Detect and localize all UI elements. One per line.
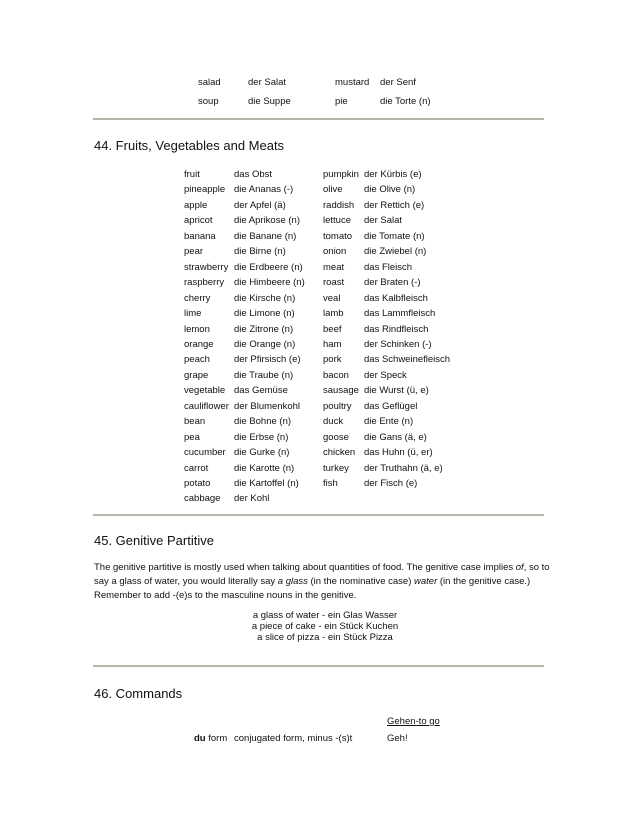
table-row [0,493,638,508]
table-row [0,96,638,111]
english-word: pie [335,96,348,107]
conjugation-rule: conjugated form, minus -(s)t [234,733,353,744]
german-word: der Senf [380,77,416,88]
table-row [0,246,638,261]
english-word: lime [184,308,202,319]
english-word: vegetable [184,385,226,397]
section-44-title: 44. Fruits, Vegetables and Meats [94,138,285,153]
table-row [0,293,638,308]
english-word: lettuce [323,215,351,227]
german-word: die Gurke (n) [234,447,290,459]
divider [93,665,544,667]
english-word: bacon [323,369,349,381]
german-word: der Braten (-) [364,277,421,289]
german-word: die Orange (n) [234,338,296,350]
english-word: onion [323,246,347,258]
table-row [0,308,638,323]
english-word: peach [184,354,210,366]
english-word: duck [323,416,344,428]
table-row [0,447,638,462]
english-word: sausage [323,385,359,397]
german-word: die Ananas (-) [234,184,294,196]
english-word: strawberry [184,261,229,273]
german-word: die Wurst (ü, e) [364,385,429,397]
english-word: cucumber [184,447,226,459]
english-word: beef [323,323,342,335]
para-text: , so to say a glass of water, you would literally say [94,562,550,587]
english-word: goose [323,431,349,443]
english-word: cauliflower [184,400,229,412]
english-word: pork [323,354,342,366]
section-45-title: 45. Genitive Partitive [94,533,214,548]
german-word: der Apfel (ä) [234,199,286,211]
table-row [0,339,638,354]
example-line: a piece of cake - ein Stück Kuchen [251,621,399,632]
german-word: der Kürbis (e) [364,169,422,180]
para-text: (in the genitive case.) Remember to add -(e)s to the masculine nouns in the genitive. [94,576,531,601]
genitive-paragraph [94,561,554,603]
gehen-header: Gehen-to go [387,716,440,727]
english-word: raspberry [184,277,225,289]
german-word: die Banane (n) [234,230,297,242]
german-word: der Blumenkohl [234,400,301,412]
german-word: das Obst [234,169,273,180]
english-word: pear [184,246,204,258]
german-word: das Huhn (ü, er) [364,447,433,459]
german-word: die Kirsche (n) [234,292,296,304]
english-word: cherry [184,292,211,304]
english-word: raddish [323,199,355,211]
german-word: die Karotte (n) [234,462,295,474]
du-bold: du [194,733,206,744]
german-word: der Speck [364,369,407,381]
german-word: die Traube (n) [234,369,294,381]
english-word: soup [198,96,219,107]
command-example: Geh! [387,733,408,744]
german-word: die Aprikose (n) [234,215,301,227]
english-word: orange [184,338,214,350]
english-word: salad [198,77,221,88]
table-row [0,262,638,277]
du-form-label [194,733,227,744]
table-row [0,77,638,92]
table-row [0,416,638,431]
german-word: die Zwiebel (n) [364,246,427,258]
english-word: apple [184,199,208,211]
german-word: der Fisch (e) [364,478,418,489]
para-text: (in the nominative case) [307,576,415,587]
table-row [0,354,638,369]
german-word: die Olive (n) [364,184,416,196]
table-row [0,478,638,493]
german-word: das Geflügel [364,400,418,412]
para-text: The genitive partitive is mostly used when talking about quantities of food. The genitive case implies [94,562,516,573]
para-italic: a glass [277,576,308,587]
german-word: die Birne (n) [234,246,286,258]
table-row [0,463,638,478]
german-word: die Zitrone (n) [234,323,294,335]
english-word: carrot [184,462,209,474]
german-word: der Salat [364,215,403,227]
english-word: ham [323,338,342,350]
german-word: der Kohl [234,493,270,505]
english-word: mustard [335,77,370,88]
table-row [0,385,638,400]
example-line: a glass of water - ein Glas Wasser [252,610,398,621]
german-word: das Gemüse [234,385,288,397]
german-word: die Himbeere (n) [234,277,305,289]
german-word: die Torte (n) [380,96,431,107]
english-word: pineapple [184,184,226,196]
english-word: chicken [323,447,356,459]
german-word: die Kartoffel (n) [234,478,299,489]
german-word: der Truthahn (ä, e) [364,462,443,474]
english-word: banana [184,230,216,242]
german-word: der Rettich (e) [364,199,425,211]
table-row [0,169,638,184]
english-word: pumpkin [323,169,359,180]
german-word: die Erdbeere (n) [234,261,303,273]
german-word: die Limone (n) [234,308,295,319]
german-word: die Tomate (n) [364,230,425,242]
table-row [0,401,638,416]
german-word: das Fleisch [364,261,413,273]
english-word: grape [184,369,209,381]
german-word: die Bohne (n) [234,416,292,428]
english-word: apricot [184,215,213,227]
english-word: turkey [323,462,349,474]
example-line: a slice of pizza - ein Stück Pizza [257,632,393,643]
du-rest: form [205,733,228,744]
section-46-title: 46. Commands [94,686,183,701]
german-word: die Suppe [248,96,291,107]
table-row [0,200,638,215]
english-word: fish [323,478,338,489]
english-word: veal [323,292,341,304]
para-italic: water [414,576,438,587]
english-word: lamb [323,308,344,319]
german-word: der Schinken (-) [364,338,432,350]
german-word: die Erbse (n) [234,431,289,443]
table-row [0,432,638,447]
german-word: die Ente (n) [364,416,414,428]
table-row [0,184,638,199]
german-word: das Kalbfleisch [364,292,428,304]
divider [93,118,544,120]
german-word: der Pfirsisch (e) [234,354,301,366]
english-word: bean [184,416,206,428]
english-word: pea [184,431,200,443]
table-row [0,277,638,292]
english-word: lemon [184,323,210,335]
divider [93,514,544,516]
english-word: roast [323,277,345,289]
german-word: der Salat [248,77,287,88]
german-word: die Gans (ä, e) [364,431,427,443]
para-italic: of [515,562,524,573]
german-word: das Rindfleisch [364,323,429,335]
english-word: cabbage [184,493,221,505]
english-word: olive [323,184,343,196]
table-row [0,370,638,385]
english-word: poultry [323,400,352,412]
table-row [0,231,638,246]
english-word: potato [184,478,211,489]
table-row [0,215,638,230]
german-word: das Schweinefleisch [364,354,451,366]
english-word: tomato [323,230,353,242]
english-word: meat [323,261,345,273]
english-word: fruit [184,169,200,180]
german-word: das Lammfleisch [364,308,436,319]
table-row [0,324,638,339]
